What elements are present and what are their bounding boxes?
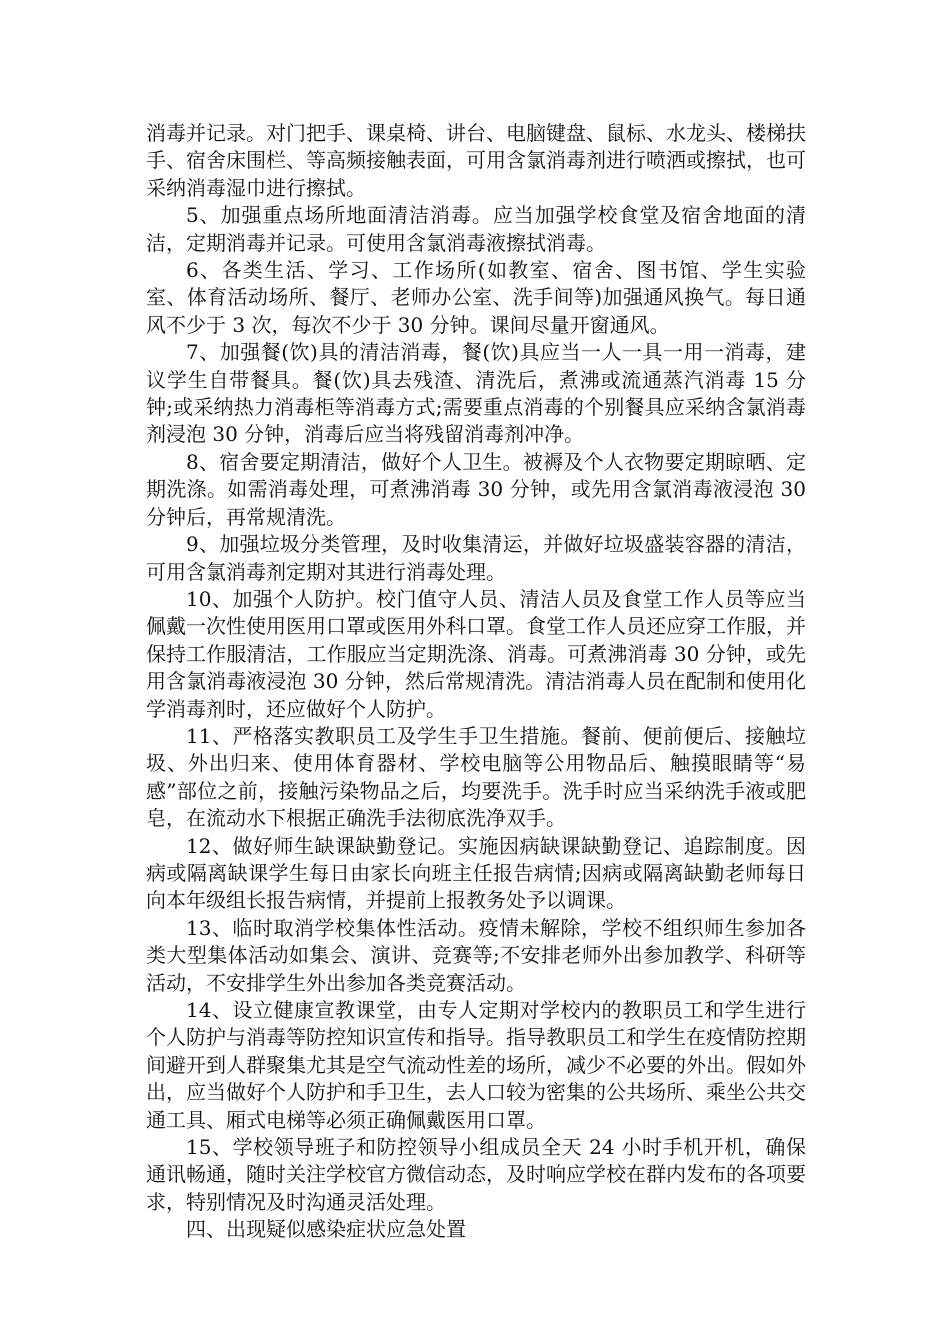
paragraph-continuation: 消毒并记录。对门把手、课桌椅、讲台、电脑键盘、鼠标、水龙头、楼梯扶手、宿舍床围栏、等高频接触表面，可用含氯消毒剂进行喷洒或擦拭，也可采纳消毒湿巾进行擦拭。 bbox=[146, 121, 806, 200]
paragraph-item-10: 10、加强个人防护。校门值守人员、清洁人员及食堂工作人员等应当佩戴一次性使用医用口罩或医用外科口罩。食堂工作人员还应穿工作服，并保持工作服清洁，工作服应当定期洗涤、消毒。可煮沸消毒 30 分钟，或先用含氯消毒液浸泡 30 分钟，然后常规清洗。清洁消毒人员在配制和使用化学消毒剂时，还应做好个人防护。 bbox=[146, 586, 806, 721]
paragraph-item-15: 15、学校领导班子和防控领导小组成员全天 24 小时手机开机，确保通讯畅通，随时关注学校官方微信动态，及时响应学校在群内发布的各项要求，特别情况及时沟通灵活处理。 bbox=[146, 1135, 806, 1214]
paragraph-item-14: 14、设立健康宣教课堂，由专人定期对学校内的教职员工和学生进行个人防护与消毒等防控知识宣传和指导。指导教职员工和学生在疫情防控期间避开到人群聚集尤其是空气流动性差的场所，减少不必要的外出。假如外出，应当做好个人防护和手卫生，去人口较为密集的公共场所、乘坐公共交通工具、厢式电梯等必须正确佩戴医用口罩。 bbox=[146, 998, 806, 1132]
document-body bbox=[146, 120, 806, 1244]
paragraph-item-13: 13、临时取消学校集体性活动。疫情未解除，学校不组织师生参加各类大型集体活动如集会、演讲、竞赛等;不安排老师外出参加教学、科研等活动，不安排学生外出参加各类竞赛活动。 bbox=[146, 915, 806, 995]
paragraph-item-11: 11、严格落实教职员工及学生手卫生措施。餐前、便前便后、接触垃圾、外出归来、使用体育器材、学校电脑等公用物品后、触摸眼睛等“易感”部位之前，接触污染物品之后，均要洗手。洗手时应当采纳洗手液或肥皂，在流动水下根据正确洗手法彻底洗净双手。 bbox=[146, 723, 806, 831]
paragraph-item-9: 9、加强垃圾分类管理，及时收集清运，并做好垃圾盛装容器的清洁，可用含氯消毒剂定期对其进行消毒处理。 bbox=[146, 532, 806, 584]
section-heading: 四、出现疑似感染症状应急处置 bbox=[186, 1217, 466, 1242]
paragraph-item-8: 8、宿舍要定期清洁，做好个人卫生。被褥及个人衣物要定期晾晒、定期洗涤。如需消毒处理，可煮沸消毒 30 分钟，或先用含氯消毒液浸泡 30 分钟后，再常规清洗。 bbox=[146, 449, 806, 529]
paragraph-item-6: 6、各类生活、学习、工作场所(如教室、宿舍、图书馆、学生实验室、体育活动场所、餐厅、老师办公室、洗手间等)加强通风换气。每日通风不少于 3 次，每次不少于 30 分钟。课间尽量开窗通风。 bbox=[146, 258, 806, 337]
paragraph-item-5: 5、加强重点场所地面清洁消毒。应当加强学校食堂及宿舍地面的清洁，定期消毒并记录。可使用含氯消毒液擦拭消毒。 bbox=[146, 203, 806, 255]
paragraph-item-12: 12、做好师生缺课缺勤登记。实施因病缺课缺勤登记、追踪制度。因病或隔离缺课学生每日由家长向班主任报告病情;因病或隔离缺勤老师每日向本年级组长报告病情，并提前上报教务处予以调课。 bbox=[146, 833, 806, 913]
paragraph-item-7: 7、加强餐(饮)具的清洁消毒，餐(饮)具应当一人一具一用一消毒，建议学生自带餐具。餐(饮)具去残渣、清洗后，煮沸或流通蒸汽消毒 15 分钟;或采纳热力消毒柜等消毒方式;需要重点消毒的个别餐具应采纳含氯消毒剂浸泡 30 分钟，消毒后应当将残留消毒剂冲净。 bbox=[146, 340, 806, 447]
